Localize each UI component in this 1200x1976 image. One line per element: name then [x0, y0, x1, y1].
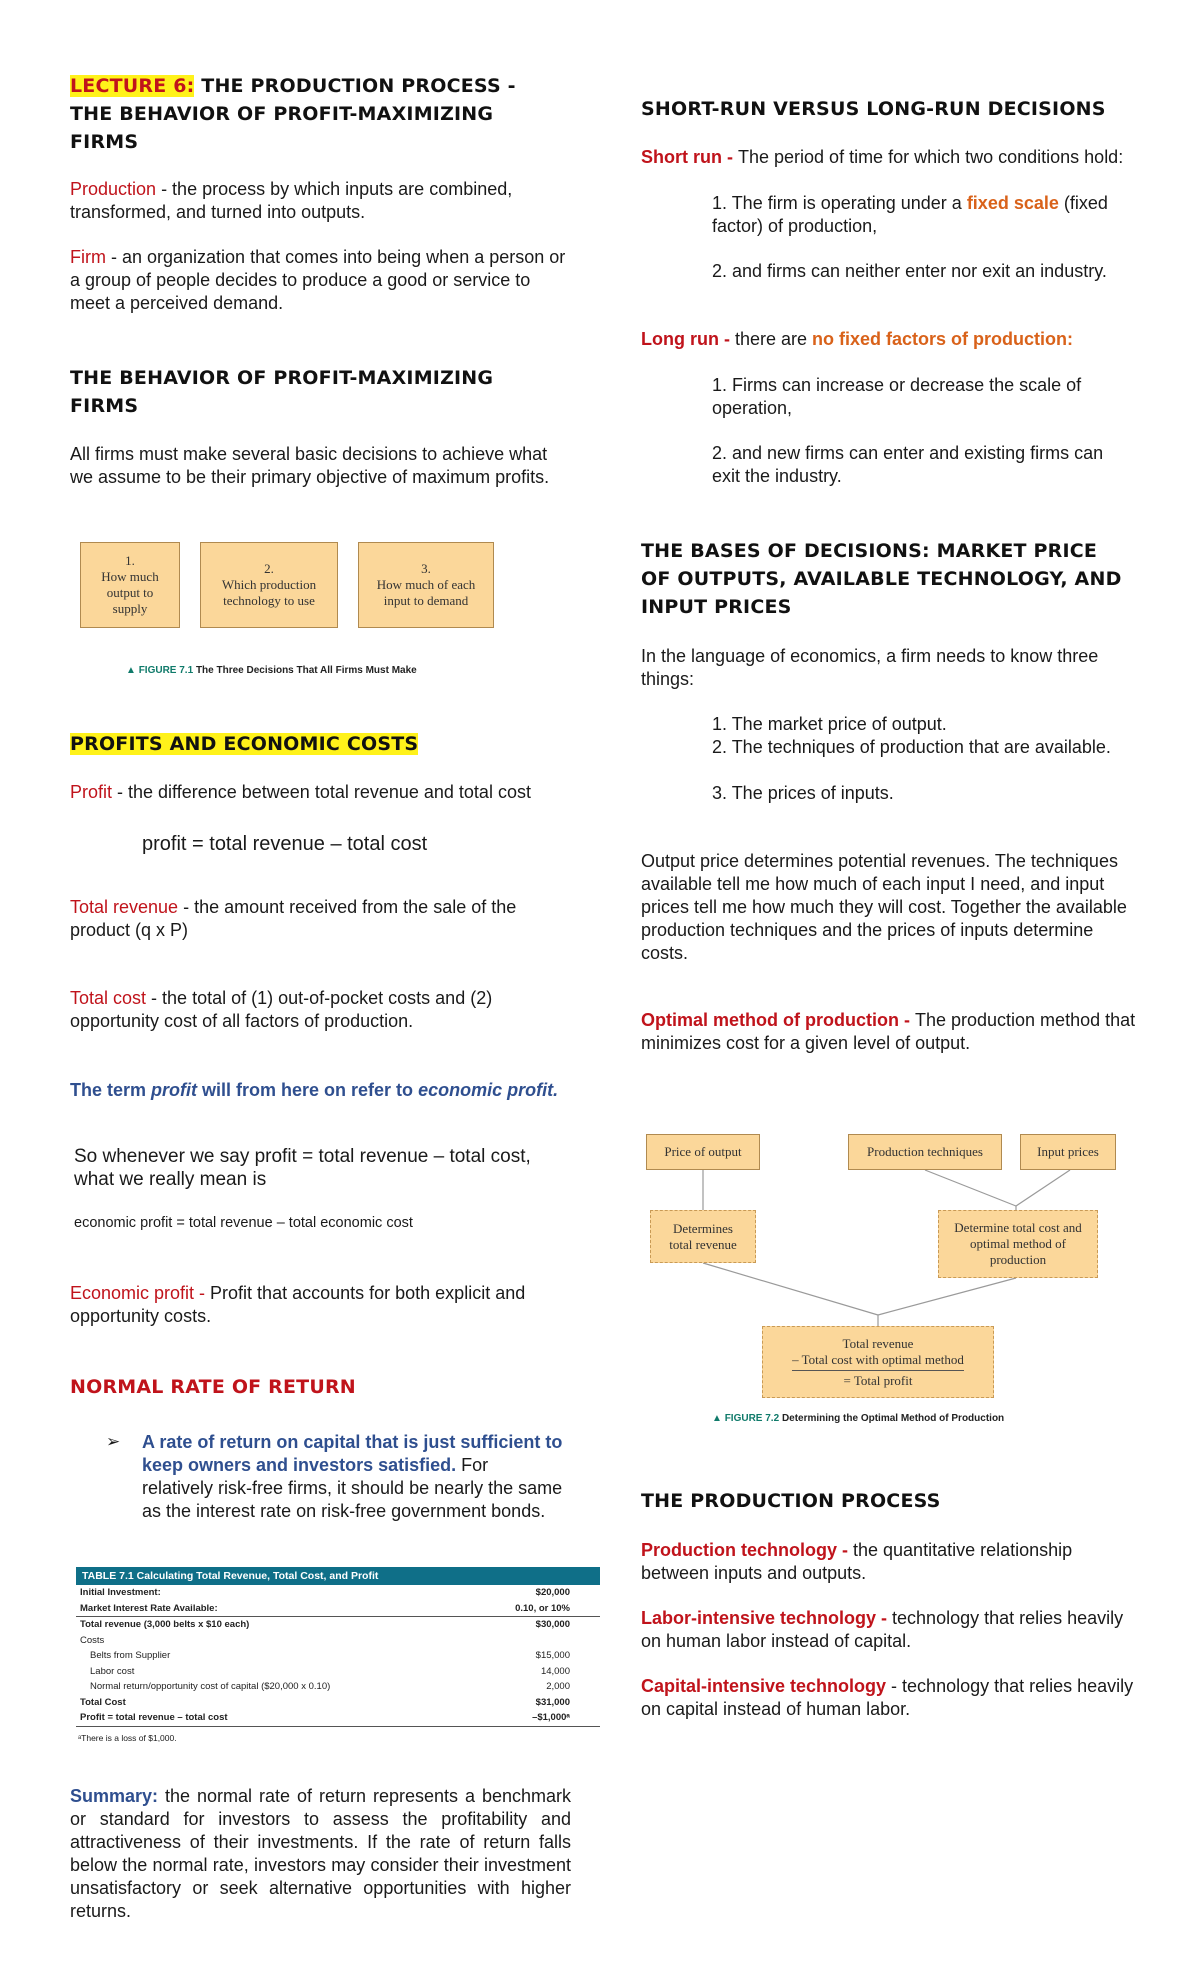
table71-footnote: ᵃThere is a loss of $1,000. — [78, 1732, 177, 1743]
table-cell-label: Market Interest Rate Available: — [76, 1601, 466, 1617]
figure71-box-1-num: 1. — [125, 553, 135, 568]
sr-item1-hl: fixed scale — [966, 193, 1059, 213]
long-run-pre: there are — [734, 329, 813, 349]
table-cell-label: Initial Investment: — [80, 1587, 161, 1598]
figure71-box-1-text: How much output to supply — [101, 569, 159, 616]
figure72-input-prices: Input prices — [1020, 1134, 1116, 1170]
production-technology-def: the quantitative relationship between inputs and outputs. — [641, 1540, 1073, 1583]
figure71-marker: ▲ — [126, 665, 136, 676]
figure72-production-techniques: Production techniques — [848, 1134, 1002, 1170]
total-cost-term: Total cost — [70, 988, 147, 1008]
behavior-text: All firms must make several basic decisions to achieve what we assume to be their primary objective of maximum profits. — [70, 444, 550, 487]
term-note-1: The term — [70, 1080, 152, 1100]
optimal-method-def: The production method that minimizes cost for a given level of output. — [641, 1010, 1136, 1053]
total-cost-def: - the total of (1) out-of-pocket costs and (2) opportunity cost of all factors of production. — [70, 988, 493, 1031]
profit-def: - the difference between total revenue and total cost — [112, 782, 531, 802]
figure72-minus-total-cost: – Total cost with optimal method — [792, 1352, 964, 1371]
figure72-determines-total-revenue: Determines total revenue — [650, 1210, 756, 1263]
capital-intensive-term: Capital-intensive technology — [641, 1676, 887, 1696]
term-note-2: will from here on refer to — [197, 1080, 419, 1100]
table-cell-value: $30,000 — [535, 1619, 570, 1630]
output-price-paragraph: Output price determines potential revenues. The techniques available tell me how much of each input I need, and input prices tell me how much they will cost. Together the available production techniques and the prices of inputs determine costs. — [641, 851, 1127, 963]
table-cell-label: Costs — [80, 1634, 105, 1646]
economic-profit-term: Economic profit - — [70, 1283, 211, 1303]
sr-item1-pre: 1. The firm is operating under a — [712, 193, 967, 213]
economic-profit-def: Profit that accounts for both explicit and opportunity costs. — [70, 1283, 526, 1326]
production-term: Production — [70, 179, 157, 199]
production-def: - the process by which inputs are combined, transformed, and turned into outputs. — [70, 179, 513, 222]
figure71-box-2-num: 2. — [264, 561, 274, 576]
production-technology-term: Production technology - — [641, 1540, 853, 1560]
figure71-caption-text: The Three Decisions That All Firms Must Make — [195, 665, 417, 676]
table71-title: TABLE 7.1 Calculating Total Revenue, Total Cost, and Profit — [76, 1567, 600, 1585]
figure71-number: FIGURE 7.1 — [138, 665, 194, 676]
figure72-number: FIGURE 7.2 — [724, 1413, 780, 1424]
table-cell-value: –$1,000ᵃ — [466, 1710, 600, 1726]
figure72-equals-total-profit: = Total profit — [843, 1372, 913, 1388]
table-cell-label: Labor cost — [90, 1665, 135, 1677]
summary-term: Summary: — [70, 1786, 159, 1806]
table-cell-value: $31,000 — [535, 1696, 570, 1708]
whenever-text: So whenever we say profit = total revenue – total cost, what we really mean is — [74, 1146, 531, 1190]
capital-intensive-definition — [641, 1675, 1141, 1721]
behavior-heading: THE BEHAVIOR OF PROFIT-MAXIMIZING FIRMS — [70, 367, 494, 417]
figure72-total-revenue: Total revenue — [842, 1335, 914, 1351]
table-cell-label: Profit = total revenue – total cost — [76, 1710, 466, 1726]
production-process-heading: THE PRODUCTION PROCESS — [641, 1490, 941, 1512]
lecture-label: LECTURE 6: — [70, 75, 195, 97]
profit-term: Profit — [70, 782, 113, 802]
total-revenue-term: Total revenue — [70, 897, 179, 917]
table-cell-label: Normal return/opportunity cost of capital ($20,000 x 0.10) — [90, 1681, 331, 1692]
table-cell-label: Total revenue (3,000 belts x $10 each) — [80, 1619, 250, 1630]
term-note-econ: economic profit. — [418, 1080, 559, 1100]
table-cell-value: 14,000 — [540, 1665, 570, 1677]
firm-term: Firm — [70, 247, 106, 267]
normal-rate-blue: A rate of return on capital that is just sufficient to keep owners and investors satisfied. — [142, 1432, 563, 1475]
figure71-box-3-num: 3. — [421, 561, 431, 576]
figure72-price-of-output: Price of output — [646, 1134, 760, 1170]
capital-intensive-def: - technology that relies heavily on capital instead of human labor. — [641, 1676, 1134, 1719]
figure71-box-2-text: Which production technology to use — [221, 577, 317, 608]
figure72-caption-text: Determining the Optimal Method of Production — [781, 1413, 1005, 1424]
normal-rate-rest: For relatively risk-free firms, it should be nearly the same as the interest rate on risk-free government bonds. — [142, 1455, 563, 1521]
table-cell-value: 2,000 — [546, 1681, 570, 1692]
bases-item-1: 1. The market price of output. — [712, 714, 947, 734]
bullet-arrow-icon: ➢ — [106, 1432, 121, 1451]
short-run-def: The period of time for which two conditions hold: — [738, 147, 1124, 167]
economic-profit-formula: economic profit = total revenue – total economic cost — [74, 1215, 413, 1231]
lecture-title-text: THE PRODUCTION PROCESS - THE BEHAVIOR OF PROFIT-MAXIMIZING FIRMS — [70, 75, 516, 153]
figure72-total-profit-box — [762, 1326, 994, 1398]
labor-intensive-term: Labor-intensive technology - — [641, 1608, 893, 1628]
total-revenue-def: - the amount received from the sale of the product (q x P) — [70, 897, 517, 940]
profit-formula: profit = total revenue – total cost — [142, 833, 428, 855]
sr-item1-post: (fixed factor) of production, — [712, 193, 1108, 236]
bases-item-3: 3. The prices of inputs. — [712, 783, 894, 803]
table-cell-value: $20,000 — [535, 1587, 570, 1598]
table-cell-value: $15,000 — [535, 1650, 570, 1661]
table-cell-label: Total Cost — [80, 1696, 126, 1708]
optimal-method-term: Optimal method of production - — [641, 1010, 915, 1030]
figure72-determine-total-cost: Determine total cost and optimal method of production — [938, 1210, 1098, 1278]
profits-heading-text: PROFITS AND ECONOMIC COSTS — [70, 733, 419, 755]
long-run-hl: no fixed factors of production: — [812, 329, 1074, 349]
short-long-run-heading: SHORT-RUN VERSUS LONG-RUN DECISIONS — [641, 98, 1106, 120]
bases-heading: THE BASES OF DECISIONS: MARKET PRICE OF OUTPUTS, AVAILABLE TECHNOLOGY, AND INPUT PRICES — [641, 540, 1122, 618]
long-run-term: Long run - — [641, 329, 735, 349]
bases-item-2: 2. The techniques of production that are available. — [712, 737, 1111, 757]
short-run-term: Short run - — [641, 147, 738, 167]
labor-intensive-def: technology that relies heavily on human labor instead of capital. — [641, 1608, 1124, 1651]
figure72-caption — [712, 1407, 1004, 1430]
bases-text: In the language of economics, a firm needs to know three things: — [641, 646, 1099, 689]
term-note-profit: profit — [151, 1080, 198, 1100]
table-cell-label: Belts from Supplier — [90, 1650, 171, 1661]
figure72-marker: ▲ — [712, 1413, 722, 1424]
figure71-box-3-text: How much of each input to demand — [376, 577, 476, 608]
normal-rate-heading: NORMAL RATE OF RETURN — [70, 1376, 356, 1398]
summary-text: the normal rate of return represents a benchmark or standard for investors to assess the profitability and attractiveness of their investments. If the rate of return falls below the normal rate, investors may consider their investment unsatisfactory or seek alternative opportunities with higher returns. — [70, 1786, 571, 1921]
production-technology-definition — [641, 1539, 1141, 1585]
long-run-item-1: 1. Firms can increase or decrease the scale of operation, — [712, 375, 1082, 418]
table-cell-value: 0.10, or 10% — [466, 1601, 600, 1617]
firm-def: - an organization that comes into being when a person or a group of people decides to produce a good or service to meet a perceived demand. — [70, 247, 566, 313]
short-run-item-2: 2. and firms can neither enter nor exit an industry. — [712, 261, 1107, 281]
long-run-item-2: 2. and new firms can enter and existing firms can exit the industry. — [712, 443, 1104, 486]
labor-intensive-definition — [641, 1607, 1141, 1653]
